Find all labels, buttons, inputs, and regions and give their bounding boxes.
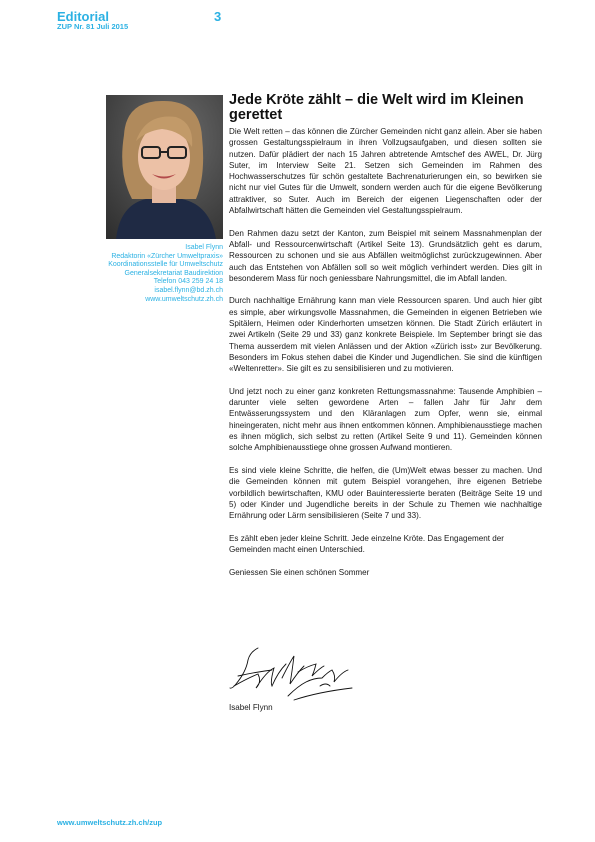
author-name: Isabel Flynn (185, 244, 223, 251)
article-paragraph: Und jetzt noch zu einer ganz konkreten Rettungsmassnahme: Tausende Amphibien – darunter viele selten gewordene Arten – fallen Jahr für Jahr dem Entwässerungssystem und den Kläranlagen zum Opfer, wenn sie, einmal hineingeraten, nicht mehr aus ihnen entkommen können. Amphibienausstiege machen es ihnen möglich, sich selbst zu retten (Artikel Seite 9 und 11). Gemeinden können solche Amphibienausstiege ohne grossen Aufwand montieren. (229, 386, 542, 453)
author-department: Koordinationsstelle für Umweltschutz (108, 261, 223, 269)
article-body (229, 126, 542, 589)
article-headline: Jede Kröte zählt – die Welt wird im Kleinen gerettet (229, 92, 524, 123)
author-caption (60, 244, 223, 304)
author-phone: Telefon 043 259 24 18 (153, 278, 223, 286)
footer-url[interactable]: www.umweltschutz.zh.ch/zup (57, 818, 163, 827)
author-photo (106, 95, 223, 239)
author-role: Redaktorin «Zürcher Umweltpraxis» (111, 252, 223, 260)
article-paragraph: Die Welt retten – das können die Zürcher Gemeinden nicht ganz allein. Aber sie haben grossen Gestaltungsspielraum in ihren Vollzugsaufgaben, und diesen sollten sie nutzen. Dafür plädiert der nach 15 Jahren abtretende Amtschef des AWEL, Dr. Jürg Suter, im Interview Seite 21. Setzen sich Gemeinden im Rahmen des Hochwasserschutzes für schön gestaltete Bachrenaturierungen ein, so bewirken sie nicht nur viel Gutes für die Umwelt, sondern werden auch für die eigene Bevölkerung attraktiver, so Suter. Auch im Bereich der eigenen Liegenschaften oder der Abfallwirtschaft hätten die Gemeinden viel Gestaltungsspielraum. (229, 127, 542, 216)
author-office: Generalsekretariat Baudirektion (124, 269, 223, 277)
signature-name: Isabel Flynn (229, 703, 273, 712)
page-number: 3 (214, 9, 222, 24)
article-paragraph: Durch nachhaltige Ernährung kann man viele Ressourcen sparen. Und auch hier gibt es simple, aber wirkungsvolle Massnahmen, die Gemeinden in eigenen Betrieben wie Spitälern, Heimen oder Kinderhorten umsetzen können. Die Stadt Zürich erläutert in zwei Artikeln (Seite 29 und 33) ganz konkrete Beispiele. Im September bringt sie das Thema ausserdem mit vielen Anlässen und der Aktion «Zürich isst» zur Bevölkerung. Besonders im Fokus stehen dabei die Kinder und Jugendlichen. Sie sind die künftigen «Weltenretter». Sie gilt es zu sensibilisieren und zu motivieren. (229, 296, 542, 374)
article-paragraph: Den Rahmen dazu setzt der Kanton, zum Beispiel mit seinem Massnahmenplan der Abfall- und Ressourcenwirtschaft (Artikel Seite 13). Grundsätzlich geht es darum, Ressourcen zu schonen und sie aus Abfällen weitmöglichst zurückzugewinnen. Aber auch das Entstehen von Abfällen soll so weit möglich verhindert werden. Dies gilt in besonderem Mass für noch geniessbare Nahrungsmittel, die im Abfall landen. (229, 228, 542, 283)
article-paragraph: Es sind viele kleine Schritte, die helfen, die (Um)Welt etwas besser zu machen. Und die Gemeinden können mit gutem Beispiel vorangehen, ihre eigenen Betriebe vorbildlich bewirtschaften, KMU oder Bauinteressierte beraten (Beiträge Seite 19 und 5) oder Kinder und Jugendliche bereits in der Schule zu Themen wie nachhaltige Ernährung oder Lärm sensibilisieren (Seite 7 und 33). (229, 465, 542, 521)
handwritten-signature (228, 642, 358, 702)
closing-line: Geniessen Sie einen schönen Sommer (229, 567, 370, 577)
issue-label: ZUP Nr. 81 Juli 2015 (57, 22, 129, 31)
section-title: Editorial (57, 9, 110, 24)
article-paragraph: Es zählt eben jeder kleine Schritt. Jede einzelne Kröte. Das Engagement der Gemeinden macht einen Unterschied. (229, 533, 504, 554)
author-website[interactable]: www.umweltschutz.zh.ch (145, 295, 223, 303)
author-email[interactable]: isabel.flynn@bd.zh.ch (154, 286, 223, 294)
